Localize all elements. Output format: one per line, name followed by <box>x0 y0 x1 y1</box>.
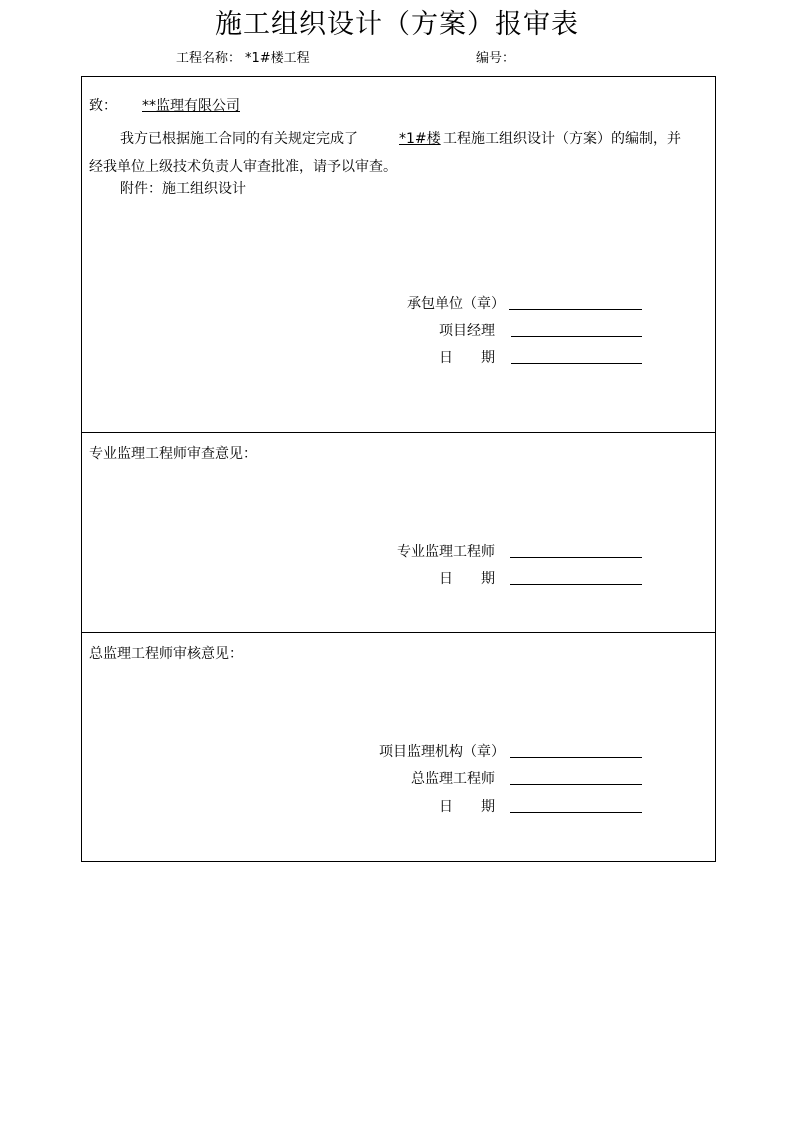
chief-review-section <box>82 632 715 863</box>
body-text-1a: 我方已根据施工合同的有关规定完成了 <box>120 131 358 147</box>
body-building: *1#楼 <box>399 131 441 147</box>
chief-engineer-line[interactable] <box>510 784 642 785</box>
date-label-2: 日 期 <box>439 571 495 587</box>
to-label: 致： <box>89 98 117 114</box>
specialist-engineer-label: 专业监理工程师 <box>397 544 495 560</box>
project-manager-label: 项目经理 <box>439 323 495 339</box>
date-label-1: 日 期 <box>439 350 495 366</box>
date-line-2[interactable] <box>510 584 642 585</box>
specialist-review-section <box>82 432 715 632</box>
date-label-3: 日 期 <box>439 799 495 815</box>
body-text-2: 经我单位上级技术负责人审查批准，请予以审查。 <box>89 159 397 175</box>
project-manager-line[interactable] <box>511 336 642 337</box>
chief-review-heading: 总监理工程师审核意见： <box>89 646 243 662</box>
attachment-text: 附件：施工组织设计 <box>120 181 246 197</box>
form-table <box>81 76 716 862</box>
specialist-engineer-line[interactable] <box>510 557 642 558</box>
contractor-section <box>82 77 715 432</box>
page-title: 施工组织设计（方案）报审表 <box>215 9 579 40</box>
specialist-review-heading: 专业监理工程师审查意见： <box>89 446 257 462</box>
contractor-seal-label: 承包单位（章） <box>407 296 505 312</box>
body-text-1c: 工程施工组织设计（方案）的编制，并 <box>443 131 681 147</box>
date-line-3[interactable] <box>510 812 642 813</box>
project-name-value: *1#楼工程 <box>245 51 310 66</box>
supervision-org-line[interactable] <box>510 757 642 758</box>
project-name-label: 工程名称： <box>176 51 242 66</box>
to-company: **监理有限公司 <box>142 98 240 114</box>
number-label: 编号： <box>476 51 516 66</box>
chief-engineer-label: 总监理工程师 <box>411 771 495 787</box>
contractor-seal-line[interactable] <box>509 309 642 310</box>
supervision-org-label: 项目监理机构（章） <box>379 744 505 760</box>
date-line-1[interactable] <box>511 363 642 364</box>
